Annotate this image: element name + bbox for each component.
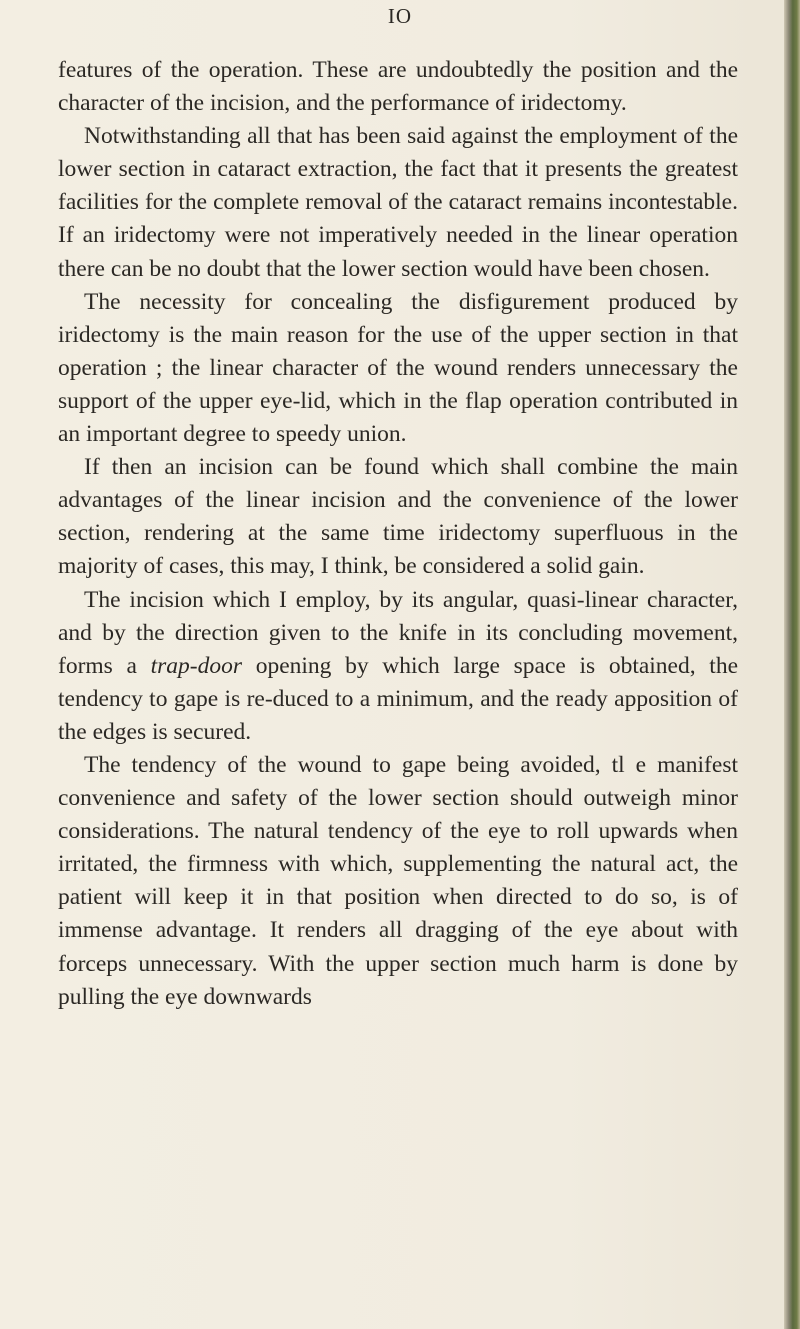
paragraph-4-text: If then an incision can be found which shall combine the main advantages of the linear incision and the convenience of the lower section, rendering at the same time iridectomy superfluous in the majority of cases, this may, I think, be considered a solid gain. (58, 454, 738, 580)
paragraph-3-text: The necessity for concealing the disfigurement produced by iridectomy is the main reason for the use of the upper section in that operation ; the linear character of the wound renders unnecessary the support of the upper eye-lid, which in the flap operation contributed in an important degree to speedy union. (58, 288, 738, 448)
paragraph-6 (58, 749, 738, 1014)
paragraph-5-text-a: The incision which I employ, by its angular, quasi-linear character, and by the direction given to the knife in its concluding movement, forms a (58, 586, 738, 679)
page-edge (784, 0, 800, 1329)
paragraph-1 (58, 54, 738, 120)
body-text (58, 54, 738, 1014)
paragraph-5-text-b: opening by which large space is obtained, the tendency to gape is re-duced to a minimum, and the ready apposition of the edges is secured. (58, 652, 739, 745)
italic-term: trap-door (150, 652, 243, 679)
paragraph-3 (58, 286, 738, 451)
paragraph-6-text: The tendency of the wound to gape being avoided, tl e manifest convenience and safety of the lower section should outweigh minor considerations. The natural tendency of the eye to roll upwards when irritated, the firmness with which, supplementing the natural act, the patient will keep it in that position when directed to do so, is of immense advantage. It renders all dragging of the eye about with forceps unnecessary. With the upper section much harm is done by pulling the eye downwards (58, 751, 738, 1010)
paragraph-1-text: features of the operation. These are undoubtedly the position and the character of the incision, and the performance of iridectomy. (58, 57, 738, 117)
paragraph-4 (58, 451, 738, 583)
paragraph-5 (58, 584, 738, 749)
paragraph-2-text: Notwithstanding all that has been said against the employment of the lower section in cataract extraction, the fact that it presents the greatest facilities for the complete removal of the cataract remains incontestable. If an iridectomy were not imperatively needed in the linear operation there can be no doubt that the lower section would have been chosen. (58, 123, 738, 282)
page-number: IO (387, 4, 413, 28)
paragraph-2 (58, 120, 738, 285)
